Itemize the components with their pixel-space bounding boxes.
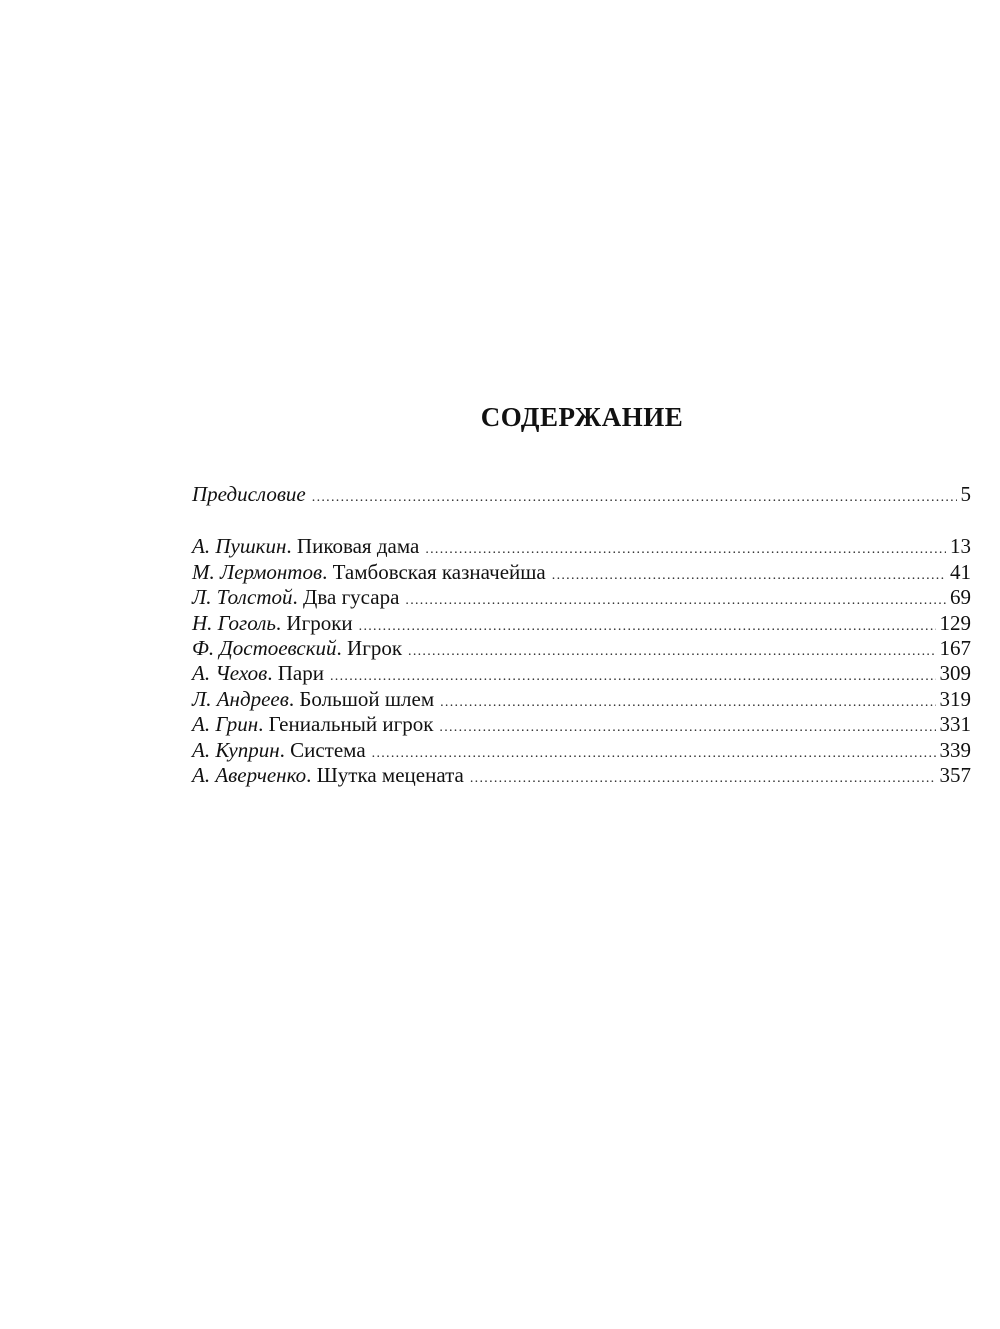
dot-leader [470, 766, 936, 791]
toc-entry: А. Грин. Гениальный игрок ..... 331 [192, 712, 971, 737]
page-number: 129 [939, 610, 971, 635]
dot-leader [552, 563, 946, 588]
page-number: 357 [939, 762, 971, 787]
author-name: Н. Гоголь [192, 610, 276, 635]
page-number: 319 [939, 686, 971, 711]
page-number: 309 [939, 661, 971, 686]
toc-entry: Н. Гоголь. Игроки ..... 129 [192, 611, 971, 636]
work-title: Пиковая дама [296, 534, 420, 559]
page-number: 5 [960, 482, 971, 506]
author-name: Ф. Достоевский [192, 635, 337, 660]
author-name: А. Грин [192, 712, 259, 737]
work-title: Система [290, 737, 366, 762]
author-name: А. Пушкин [192, 534, 287, 559]
work-title: Пари [277, 661, 324, 686]
work-title: Игроки [286, 610, 353, 635]
work-title: Шутка мецената [316, 762, 464, 787]
page-number: 331 [939, 712, 971, 737]
toc-entry: Ф. Достоевский. Игрок ..... 167 [192, 636, 971, 661]
toc-entry: М. Лермонтов. Тамбовская казначейша ..... 41 [192, 560, 971, 585]
toc-entry: Л. Толстой. Два гусара ..... 69 [192, 585, 971, 610]
author-name: М. Лермонтов [192, 559, 323, 584]
author-name: Л. Толстой [192, 585, 293, 610]
page-title: СОДЕРЖАНИЕ [480, 402, 684, 432]
dot-leader [359, 614, 936, 639]
toc-entry: А. Чехов. Пари ..... 309 [192, 661, 971, 686]
toc-entry: А. Пушкин. Пиковая дама ..... 13 [192, 534, 971, 559]
dot-leader [439, 715, 935, 740]
page-number: 13 [950, 534, 971, 559]
author-name: Л. Андреев [192, 686, 289, 711]
page-number: 167 [939, 635, 971, 660]
author-name: А. Куприн [192, 737, 280, 762]
work-title: Большой шлем [299, 686, 435, 711]
author-name: А. Аверченко [192, 762, 307, 787]
toc-entry: А. Куприн. Система ..... 339 [192, 738, 971, 763]
toc-entry-preface [192, 482, 971, 507]
toc-entry: А. Аверченко. Шутка мецената ..... 357 [192, 763, 971, 788]
page-number: 339 [939, 737, 971, 762]
dot-leader [408, 639, 935, 664]
dot-leader [312, 485, 957, 510]
dot-leader [440, 690, 935, 715]
toc-entry: Л. Андреев. Большой шлем ..... 319 [192, 687, 971, 712]
page-number: 41 [950, 559, 971, 584]
page-number: 69 [950, 585, 971, 610]
work-title: Гениальный игрок [268, 712, 434, 737]
work-title: Тамбовская казначейша [332, 559, 546, 584]
table-of-contents [192, 482, 971, 788]
work-title: Два гусара [303, 585, 400, 610]
preface-label: Предисловие [192, 482, 306, 506]
dot-leader [405, 588, 946, 613]
author-name: А. Чехов [192, 661, 268, 686]
work-title: Игрок [347, 635, 403, 660]
